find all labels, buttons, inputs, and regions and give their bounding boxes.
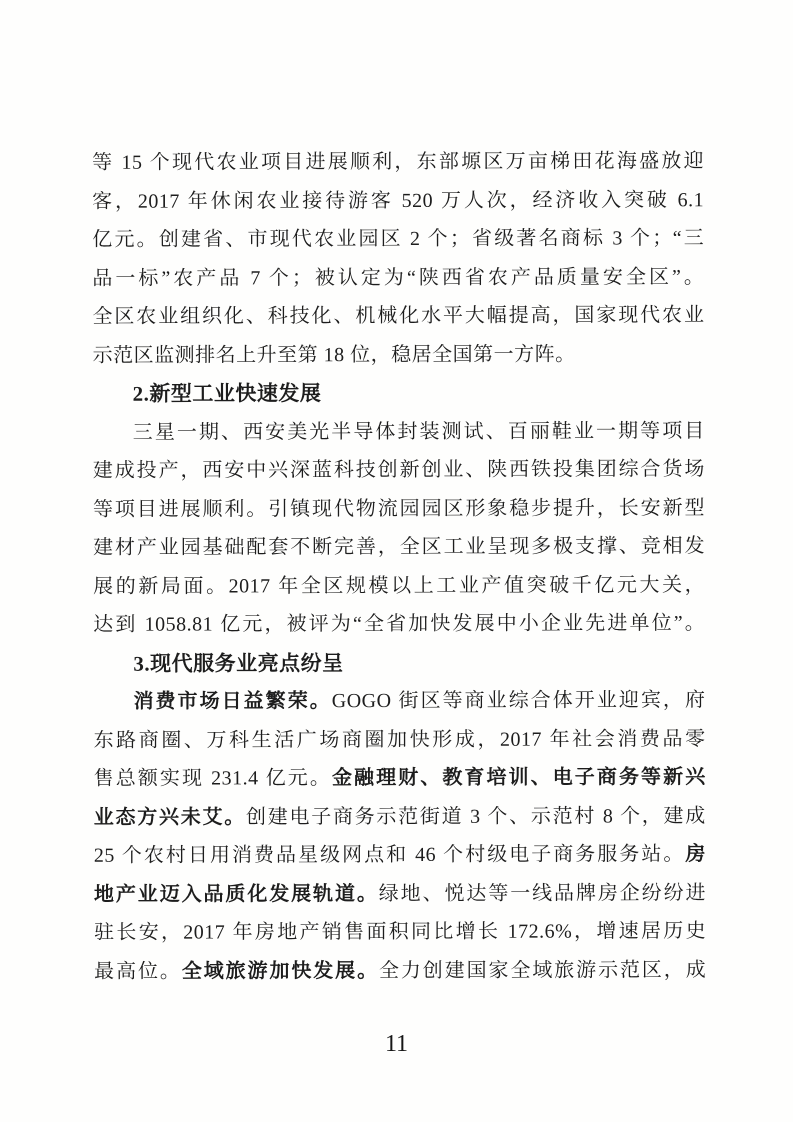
- text-line: [93, 566, 705, 606]
- bold-text-segment: 金融理财、教育培训、电子商务等新兴: [331, 766, 706, 790]
- text-segment: 东路商圈、万科生活广场商圈加快形成，2017 年社会消费品零: [93, 727, 706, 752]
- text-line: [94, 758, 706, 798]
- text-line: [93, 450, 705, 490]
- text-line: [93, 604, 705, 644]
- text-segment: 全区农业组织化、科技化、机械化水平大幅提高，国家现代农业: [92, 304, 705, 328]
- text-line: [94, 835, 706, 875]
- text-segment: 驻长安，2017 年房地产销售面积同比增长 172.6%，增速居历史: [94, 920, 707, 944]
- text-line: [94, 797, 706, 837]
- text-segment: 展的新局面。2017 年全区规模以上工业产值突破千亿元大关，: [93, 573, 706, 598]
- text-line: [92, 142, 704, 182]
- section-heading: [93, 643, 705, 683]
- text-segment: 建材产业园基础配套不断完善，全区工业呈现多极支撑、竞相发: [93, 535, 706, 559]
- text-line: [94, 874, 706, 914]
- text-line: [93, 335, 705, 375]
- text-segment: 品一标”农产品 7 个；被认定为“陕西省农产品质量安全区”。: [92, 265, 705, 290]
- text-segment: 售总额实现 231.4 亿元。: [93, 767, 332, 790]
- text-line: [93, 489, 705, 529]
- text-line: [94, 912, 706, 952]
- bold-text-segment: 业态方兴未艾。: [93, 805, 246, 829]
- text-segment: 亿元。创建省、市现代农业园区 2 个；省级著名商标 3 个；“三: [92, 227, 705, 251]
- text-segment: 达到 1058.81 亿元，被评为“全省加快发展中小企业先进单位”。: [93, 612, 706, 636]
- text-segment: 客，2017 年休闲农业接待游客 520 万人次，经济收入突破 6.1: [92, 188, 705, 213]
- text-segment: 25 个农村日用消费品星级网点和 46 个村级电子商务服务站。: [93, 843, 686, 867]
- text-segment: 全力创建国家全域旅游示范区，成: [378, 958, 707, 982]
- text-line: [93, 681, 705, 721]
- bold-text-segment: 全域旅游加快发展。: [181, 959, 380, 983]
- text-segment: GOGO 街区等商业综合体开业迎宾，府: [331, 689, 706, 713]
- text-segment: 绿地、悦达等一线品牌房企纷纷进: [378, 881, 707, 905]
- text-line: [92, 181, 704, 221]
- bold-text-segment: 3.现代服务业亮点纷呈: [133, 650, 344, 676]
- text-segment: 建成投产，西安中兴深蓝科技创新创业、陕西铁投集团综合货场: [92, 458, 705, 482]
- text-line: [92, 219, 704, 259]
- text-line: [92, 258, 704, 298]
- text-segment: 等 15 个现代农业项目进展顺利，东部塬区万亩梯田花海盛放迎: [92, 150, 705, 174]
- text-segment: 最高位。: [94, 960, 182, 983]
- text-line: [93, 527, 705, 567]
- text-segment: 创建电子商务示范街道 3 个、示范村 8 个，建成: [245, 804, 706, 828]
- text-line: [94, 720, 706, 760]
- text-segment: 三星一期、西安美光半导体封装测试、百丽鞋业一期等项目: [132, 419, 705, 444]
- text-line: [93, 412, 705, 452]
- text-segment: 示范区监测排名上升至第 18 位，稳居全国第一方阵。: [92, 343, 576, 367]
- text-line: [92, 296, 704, 336]
- bold-text-segment: 消费市场日益繁荣。: [133, 690, 332, 713]
- bold-text-segment: 2.新型工业快速发展: [132, 381, 322, 406]
- bold-text-segment: 房: [685, 843, 706, 866]
- page-number: 11: [384, 1031, 409, 1057]
- document-text-block: [92, 142, 706, 991]
- text-line: [94, 951, 706, 991]
- text-segment: 等项目进展顺利。引镇现代物流园园区形象稳步提升，长安新型: [92, 496, 705, 521]
- bold-text-segment: 地产业迈入品质化发展轨道。: [93, 882, 379, 906]
- section-heading: [93, 373, 705, 413]
